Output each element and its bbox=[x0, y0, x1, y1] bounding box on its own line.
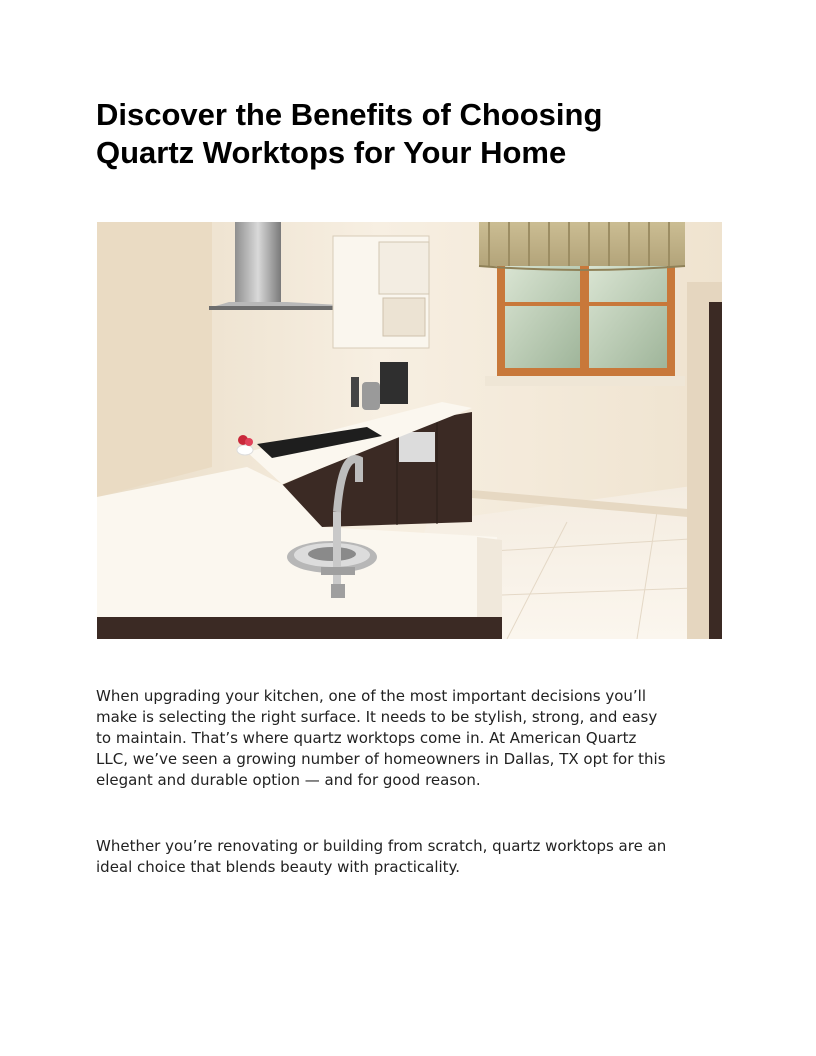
wall-cabinets bbox=[333, 236, 429, 348]
paragraph-line: LLC, we’ve seen a growing number of homeowners in Dallas, TX opt for this bbox=[96, 750, 666, 768]
paragraph-line: make is selecting the right surface. It needs to be stylish, strong, and easy bbox=[96, 708, 658, 726]
kitchen-illustration bbox=[97, 222, 722, 639]
paragraph-line: ideal choice that blends beauty with practicality. bbox=[96, 858, 461, 876]
window bbox=[485, 260, 685, 386]
paragraph-line: elegant and durable option — and for good reason. bbox=[96, 771, 481, 789]
paragraph-line: When upgrading your kitchen, one of the most important decisions you’ll bbox=[96, 687, 646, 705]
window-blind bbox=[479, 222, 685, 270]
second-paragraph bbox=[96, 836, 716, 878]
article-title bbox=[96, 96, 716, 172]
side-wall bbox=[97, 222, 212, 497]
title-line-1: Discover the Benefits of Choosing bbox=[96, 97, 603, 132]
kitchen-photo bbox=[97, 222, 722, 639]
title-line-2: Quartz Worktops for Your Home bbox=[96, 135, 567, 170]
paragraph-line: to maintain. That’s where quartz worktops come in. At American Quartz bbox=[96, 729, 637, 747]
paragraph-line: Whether you’re renovating or building from scratch, quartz worktops are an bbox=[96, 837, 667, 855]
intro-paragraph bbox=[96, 686, 716, 791]
